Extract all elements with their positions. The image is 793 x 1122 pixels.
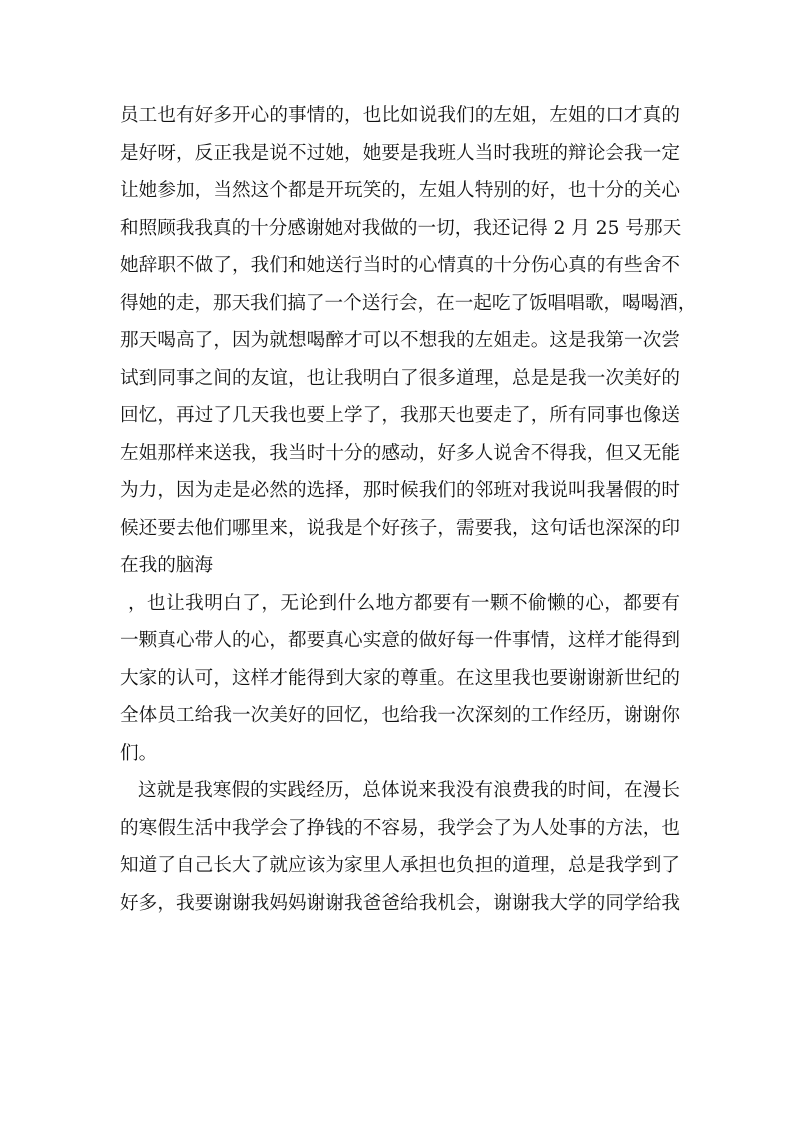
- text-line: 是好呀，反正我是说不过她，她要是我班人当时我班的辩论会我一定: [120, 142, 680, 164]
- text-line: 一颗真心带人的心，都要真心实意的做好每一件事情，这样才能得到: [120, 630, 680, 651]
- text-line: 得她的走，那天我们搞了一个送行会，在一起吃了饭唱唱歌，喝喝酒，: [120, 292, 697, 314]
- text-line: 左姐那样来送我，我当时十分的感动，好多人说舍不得我，但又无能: [120, 442, 680, 464]
- text-line: 大家的认可，这样才能得到大家的尊重。在这里我也要谢谢新世纪的: [120, 667, 680, 689]
- document-body: [120, 97, 697, 922]
- text-line: 回忆，再过了几天我也要上学了，我那天也要走了，所有同事也像送: [120, 405, 680, 426]
- text-line: 她辞职不做了，我们和她送行当时的心情真的十分伤心真的有些舍不: [120, 255, 680, 276]
- text-line: 知道了自己长大了就应该为家里人承担也负担的道理，总是我学到了: [120, 855, 680, 876]
- text-line: 那天喝高了，因为就想喝醉才可以不想我的左姐走。这是我第一次尝: [120, 330, 680, 351]
- text-line: 让她参加，当然这个都是开玩笑的，左姐人特别的好，也十分的关心: [120, 180, 680, 201]
- text-line: ，也让我明白了，无论到什么地方都要有一颗不偷懒的心，都要有: [128, 592, 680, 614]
- text-line: 们。: [120, 742, 158, 764]
- text-line: 员工也有好多开心的事情的，也比如说我们的左姐，左姐的口才真的: [120, 105, 680, 126]
- text-line: 这就是我寒假的实践经历，总体说来我没有浪费我的时间，在漫长: [138, 780, 680, 801]
- text-line: 试到同事之间的友谊，也让我明白了很多道理，总是是我一次美好的: [120, 367, 680, 389]
- text-line: 在我的脑海: [120, 555, 213, 576]
- text-line: 和照顾我我真的十分感谢她对我做的一切，我还记得 2 月 25 号那天: [120, 217, 682, 239]
- text-line: 候还要去他们哪里来，说我是个好孩子，需要我，这句话也深深的印: [120, 517, 680, 539]
- text-line: 为力，因为走是必然的选择，那时候我们的邻班对我说叫我暑假的时: [120, 480, 680, 501]
- text-line: 好多，我要谢谢我妈妈谢谢我爸爸给我机会，谢谢我大学的同学给我: [120, 892, 680, 914]
- text-line: 全体员工给我一次美好的回忆，也给我一次深刻的工作经历，谢谢你: [120, 705, 680, 726]
- text-line: 的寒假生活中我学会了挣钱的不容易，我学会了为人处事的方法，也: [120, 817, 680, 839]
